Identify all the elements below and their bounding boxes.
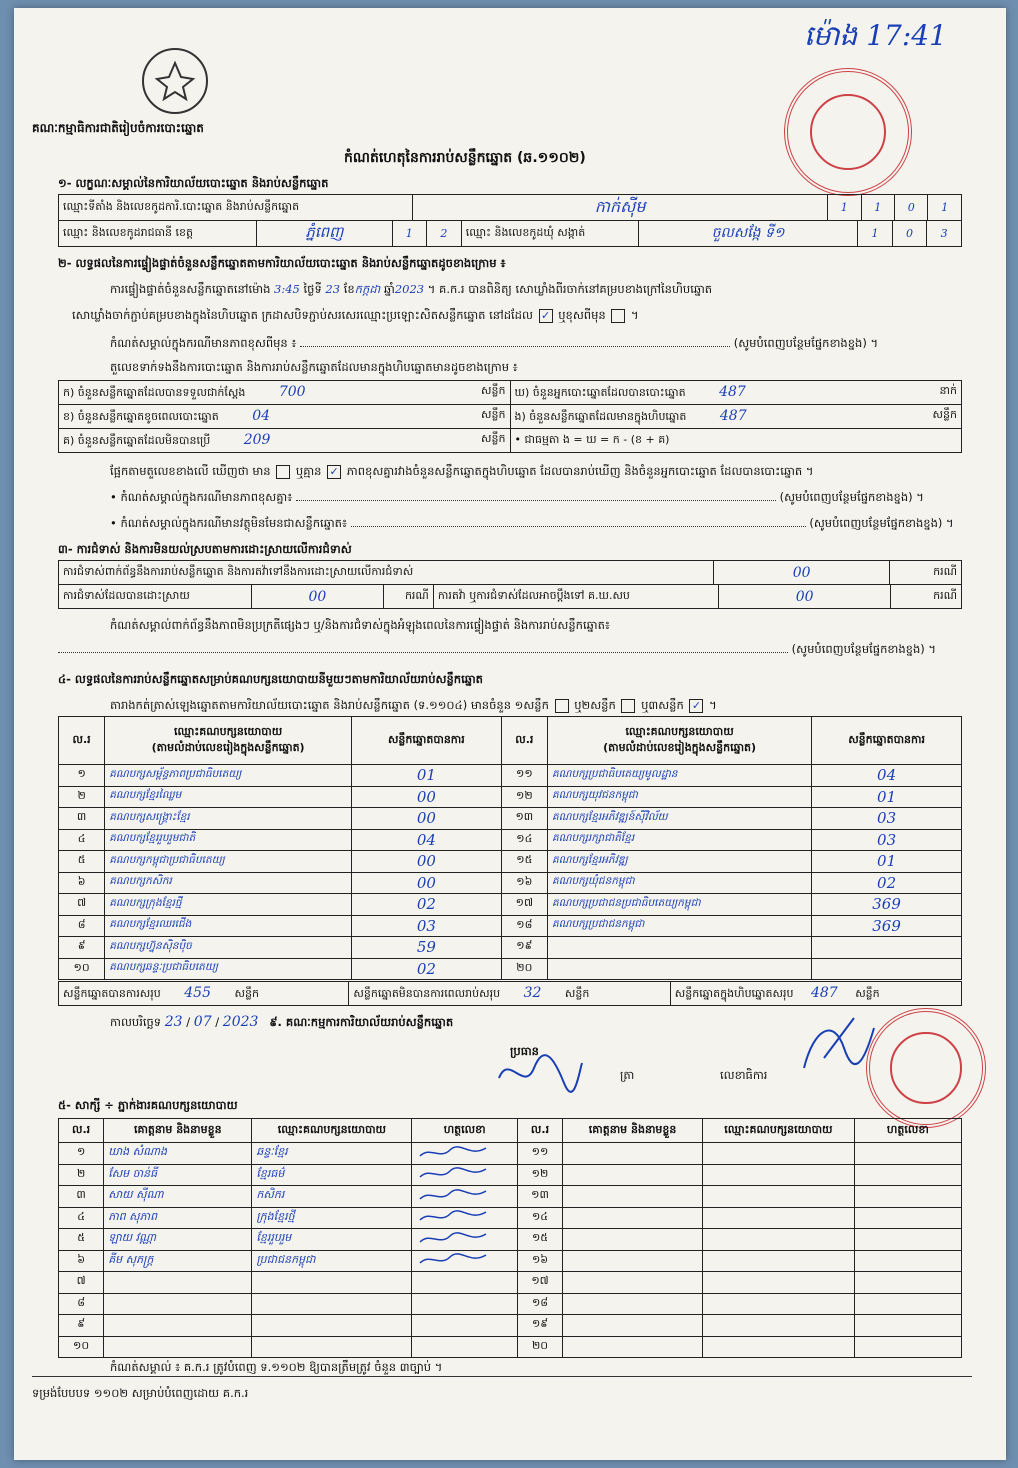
party-name: គណបក្សខ្មែររួបរួមជាតិ	[105, 829, 352, 851]
witness-number: ១០	[59, 1336, 104, 1358]
date-line: កាលបរិច្ឆេទ 23 / 07 / 2023 ៩. គណៈកម្មការការិយាល័យរាប់សន្លឹកឆ្នោត	[110, 1014, 454, 1030]
witness-name: សែម ចាន់ធី	[104, 1164, 252, 1186]
form-title: កំណត់ហេតុនៃការរាប់សន្លឹកឆ្នោត (ឆ.១១០២)	[344, 150, 586, 166]
party-name: គណបក្សឃុំជនកម្ពុជា	[547, 872, 811, 894]
party-name: គណបក្សសម្ព័ន្ធភាពប្រជាធិបតេយ្យ	[105, 765, 352, 787]
witness-name	[104, 1293, 252, 1315]
location-label: ឈ្មោះទីតាំង និងលេខកូដការិ.បោះឆ្នោត និងរាប់សន្លឹកឆ្នោត	[59, 195, 413, 221]
verification-line: ការផ្ទៀងផ្ទាត់ចំនួនសន្លឹកឆ្នោតនៅម៉ោង 3:45 ថ្ងៃទី 23 ខែកក្កដា ឆ្នាំ2023 ។ គ.ក.រ បានពិនិត្យ សោឃ្លាំងពីរចាក់នៅគម្របខាងក្រៅនៃហិបឆ្នោត	[110, 282, 713, 296]
party-votes: 00	[351, 808, 501, 830]
party-name: គណបក្សខ្មែរឈ្លៃម	[105, 786, 352, 808]
witness-number: ១៥	[517, 1229, 562, 1251]
witness-number: ១១	[517, 1143, 562, 1165]
figures-table: ក) ចំនួនសន្លឹកឆ្នោតដែលបានទទួលជាក់ស្តែង 700 សន្លឹក ឃ) ចំនួនអ្នកបោះឆ្នោតដែលបានបោះឆ្នោត 487 នាក់ ខ) ចំនួនសន្លឹកឆ្នោតខូចពេលបោះឆ្នោត 04 សន្លឹក ង) ចំនួនសន្លឹកឆ្នោតដែលមានក្នុងហិបឆ្នោត 487 សន្លឹក គ) ចំនួនសន្លឹកឆ្នោតដែលមិនបានប្រើ 209 សន្លឹក • ជាធម្មតា ង = ឃ = ក - (ខ + គ)	[58, 380, 962, 453]
changed-checkbox[interactable]	[611, 309, 625, 323]
party-name	[547, 958, 811, 980]
party-votes: 01	[812, 851, 962, 873]
witness-number: ៨	[59, 1293, 104, 1315]
witness-number: ១	[59, 1143, 104, 1165]
witness-row	[59, 1272, 962, 1294]
party-name: គណបក្សក្រុងខ្មែរថ្មី	[105, 894, 352, 916]
party-name: គណបក្សប្រជាជនប្រជាធិបតេយ្យកម្ពុជា	[547, 894, 811, 916]
commission-emblem	[142, 48, 208, 114]
party-votes: 00	[351, 872, 501, 894]
witness-number: ១២	[517, 1164, 562, 1186]
party-votes: 00	[351, 786, 501, 808]
section1-heading: ១- លក្ខណៈសម្គាល់នៃការិយាល័យបោះឆ្នោត និងរាប់សន្លឹកឆ្នោត	[58, 176, 329, 190]
witness-name: ភាព សុភាព	[104, 1207, 252, 1229]
party-number: ១៥	[501, 851, 547, 873]
witness-name	[563, 1336, 703, 1358]
witness-name	[563, 1143, 703, 1165]
unused-ballots: 209	[243, 431, 271, 448]
diff-note-line: • កំណត់សម្គាល់ក្នុងករណីមានភាពខុសគ្នា៖ (សូមបំពេញបន្ថែមផ្នែកខាងខ្នង) ។	[110, 490, 924, 504]
member-label: ត្រា	[620, 1068, 635, 1082]
party-votes: 03	[812, 808, 962, 830]
witness-number: ១៤	[517, 1207, 562, 1229]
witness-name	[563, 1315, 703, 1337]
witness-name	[563, 1293, 703, 1315]
party-number: ១១	[501, 765, 547, 787]
witness-party	[703, 1143, 855, 1165]
sheet-count-line: តារាងកត់ត្រាស់ឡេងឆ្នោតតាមការិយាល័យបោះឆ្នោត និងរាប់សន្លឹកឆ្នោត (ទ.១១០៤) មានចំនួន ១សន្លឹក ឬ២សន្លឹក ឬ៣សន្លឹក ✓ ។	[110, 698, 717, 712]
witness-name	[563, 1186, 703, 1208]
witness-party: កសិករ	[252, 1186, 412, 1208]
changed-note-line: កំណត់សម្គាល់ក្នុងករណីមានភាពខុសពីមុន ៖ (សូមបំពេញបន្ថែមផ្នែកខាងខ្នង) ។	[110, 336, 879, 350]
party-number: ១២	[501, 786, 547, 808]
witness-signature	[412, 1293, 518, 1315]
resolved-count: 00	[252, 585, 384, 609]
total-valid: 455	[184, 984, 211, 1001]
party-number: ៨	[59, 915, 105, 937]
no-diff-checkbox[interactable]: ✓	[327, 465, 341, 479]
irregularity-fill-line: (សូមបំពេញបន្ថែមផ្នែកខាងខ្នង) ។	[58, 642, 936, 659]
witness-signature	[412, 1186, 518, 1208]
chair-signature	[494, 1048, 584, 1098]
party-name: គណបក្សខ្មែរអភិវឌ្ឍន៍ស៊ីវិល័យ	[547, 808, 811, 830]
three-sheet-checkbox[interactable]: ✓	[689, 699, 703, 713]
form-sheet	[14, 8, 1006, 1460]
witness-party	[252, 1293, 412, 1315]
party-name: គណបក្សខ្មែរអភិវឌ្ឍ	[547, 851, 811, 873]
received-ballots: 700	[278, 383, 306, 400]
party-name: គណបក្សកសិករ	[105, 872, 352, 894]
witness-name: គីម សុភក្ត្រ	[104, 1250, 252, 1272]
witness-party: ក្រុងខ្មែរថ្មី	[252, 1207, 412, 1229]
form-reference: ទម្រង់បែបបទ ១១០២ សម្រាប់បំពេញដោយ គ.ក.រ	[32, 1386, 249, 1400]
party-name: គណបក្សយុវជនកម្ពុជា	[547, 786, 811, 808]
seal-line: សោឃ្លាំងចាក់ភ្ជាប់គម្របខាងក្នុងនៃហិបឆ្នោត ក្រដាសបិទភ្ជាប់សរសេរឈ្មោះប្រឡោះសិតសន្លឹកឆ្នោត នៅដដែល ✓ ឬខុសពីមុន ។	[72, 308, 639, 322]
party-number: ៦	[59, 872, 105, 894]
witness-number: ២០	[517, 1336, 562, 1358]
witness-signature	[854, 1315, 961, 1337]
result-row	[59, 937, 962, 959]
witness-number: ១៧	[517, 1272, 562, 1294]
witness-party: ខ្មែររួបរួម	[252, 1229, 412, 1251]
party-number: ៥	[59, 851, 105, 873]
ballots-in-box: 487	[719, 407, 747, 424]
witness-number: ៦	[59, 1250, 104, 1272]
section3-heading: ៣- ការជំទាស់ និងការមិនយល់ស្របតាមការដោះស្រាយលើការជំទាស់	[58, 542, 352, 556]
witness-number: ៣	[59, 1186, 104, 1208]
witness-name	[563, 1207, 703, 1229]
section5-heading: ៥- សាក្សី ÷ ភ្នាក់ងារគណបក្សនយោបាយ	[58, 1098, 238, 1112]
party-number: ៩	[59, 937, 105, 959]
witness-number: ៩	[59, 1315, 104, 1337]
party-votes: 02	[812, 872, 962, 894]
witness-row	[59, 1186, 962, 1208]
witness-party	[703, 1293, 855, 1315]
party-votes: 59	[351, 937, 501, 959]
witness-name	[563, 1250, 703, 1272]
witness-signature	[412, 1143, 518, 1165]
witness-party	[252, 1336, 412, 1358]
witness-name	[563, 1164, 703, 1186]
figures-intro: តួលេខទាក់ទងនឹងការបោះឆ្នោត និងការរាប់សន្លឹកឆ្នោតដែលមានក្នុងហិបឆ្នោតមានដូចខាងក្រោម ៖	[110, 360, 518, 374]
time-annotation: ម៉ោង 17:41	[804, 19, 947, 52]
compare-line: ផ្អែកតាមតួលេខខាងលើ ឃើញថា មាន ឬគ្មាន ✓ ភាពខុសគ្នារវាងចំនួនសន្លឹកឆ្នោតក្នុងហិបឆ្នោត ដែលបានរាប់ឃើញ និងចំនួនអ្នកបោះឆ្នោត ដែលបានបោះឆ្នោត ។	[110, 464, 814, 478]
party-number: ២០	[501, 958, 547, 980]
witness-signature	[854, 1186, 961, 1208]
result-row	[59, 851, 962, 873]
party-name: គណបក្សប្រជាធិបតេយ្យមូលដ្ឋាន	[547, 765, 811, 787]
province-value: ភ្នំពេញ	[257, 221, 392, 247]
witness-party: ឆន្ទៈខ្មែរ	[252, 1143, 412, 1165]
witness-party	[703, 1229, 855, 1251]
witness-number: ៧	[59, 1272, 104, 1294]
witness-row	[59, 1336, 962, 1358]
witness-signature	[854, 1207, 961, 1229]
party-name: គណបក្សសង្គ្រោះខ្មែរ	[105, 808, 352, 830]
objections-table-row2: ការជំទាស់ដែលបានដោះស្រាយ 00 ករណី ការតវ៉ា ឬការជំទាស់ដែលអាចប្តឹងទៅ គ.ឃ.សប 00 ករណី	[58, 584, 962, 609]
party-number: ១០	[59, 958, 105, 980]
party-votes: 04	[351, 829, 501, 851]
witness-name	[104, 1272, 252, 1294]
secretary-label: លេខាធិការ	[720, 1068, 768, 1082]
party-name: គណបក្សឆន្ទៈប្រជាធិបតេយ្យ	[105, 958, 352, 980]
appeal-count: 00	[718, 585, 891, 609]
witness-party	[703, 1186, 855, 1208]
party-votes: 00	[351, 851, 501, 873]
party-number: ១៤	[501, 829, 547, 851]
party-number: ១៣	[501, 808, 547, 830]
section2-heading: ២- លទ្ធផលនៃការផ្ទៀងផ្ទាត់ចំនួនសន្លឹកឆ្នោតតាមការិយាល័យបោះឆ្នោត និងរាប់សន្លឹកឆ្នោតដូចខាងក្រោម ៖	[58, 256, 506, 270]
witness-signature	[412, 1164, 518, 1186]
witness-party	[703, 1315, 855, 1337]
witness-party: ប្រជាជនកម្ពុជា	[252, 1250, 412, 1272]
witness-row	[59, 1293, 962, 1315]
party-votes: 01	[351, 765, 501, 787]
party-name: គណបក្សប្រជាជនកម្ពុជា	[547, 915, 811, 937]
witness-name: ឡាយ វណ្ណា	[104, 1229, 252, 1251]
official-stamp-bottom	[866, 1008, 986, 1128]
witness-signature	[854, 1164, 961, 1186]
location-value: កាក់ស៊ីម	[413, 195, 828, 221]
witness-name	[104, 1336, 252, 1358]
total-in-box: 487	[810, 984, 838, 1001]
totals-table: សន្លឹកឆ្នោតបានការសរុប 455 សន្លឹក សន្លឹកឆ្នោតមិនបានការពេលរាប់សរុប 32 សន្លឹក សន្លឹកឆ្នោតក្នុងហិបឆ្នោតសរុប 487 សន្លឹក	[58, 981, 962, 1006]
witness-number: ១៣	[517, 1186, 562, 1208]
witness-signature	[854, 1293, 961, 1315]
witness-signature	[412, 1229, 518, 1251]
witness-signature	[412, 1207, 518, 1229]
witness-name	[563, 1229, 703, 1251]
party-votes: 369	[812, 894, 962, 916]
party-votes: 01	[812, 786, 962, 808]
witness-party	[703, 1164, 855, 1186]
party-votes	[812, 958, 962, 980]
has-diff-checkbox[interactable]	[276, 465, 290, 479]
section4-heading: ៤- លទ្ធផលនៃការរាប់សន្លឹកឆ្នោតសម្រាប់គណបក្សនយោបាយនីមួយៗតាមការិយាល័យរាប់សន្លឹកឆ្នោត	[58, 672, 483, 686]
irregularity-note: កំណត់សម្គាល់ពាក់ព័ន្ធនឹងភាពមិនប្រក្រតីផ្សេងៗ ឬ/និងការជំទាស់ក្នុងអំឡុងពេលនៃការផ្ទៀងផ្ទាត់ និងការរាប់សន្លឹកឆ្នោត៖	[110, 618, 610, 632]
result-row	[59, 786, 962, 808]
party-votes: 369	[812, 915, 962, 937]
commission-name: គណៈកម្មាធិការជាតិរៀបចំការបោះឆ្នោត	[32, 121, 204, 135]
witness-number: ៥	[59, 1229, 104, 1251]
party-name: គណបក្សហ្វ៊ុនស៊ិនប៉ិច	[105, 937, 352, 959]
witness-row	[59, 1164, 962, 1186]
results-table: ល.រ ឈ្មោះគណបក្សនយោបាយ (តាមលំដាប់លេខរៀងក្នុងសន្លឹកឆ្នោត) សន្លឹកឆ្នោតបានការ ល.រ ឈ្មោះគណបក្សនយោបាយ (តាមលំដាប់លេខរៀងក្នុងសន្លឹកឆ្នោត) សន្លឹកឆ្នោតបានការ ១ គណបក្សសម្ព័ន្ធភាពប្រជាធិបតេយ្យ 01 ១១ គណបក្សប្រជាធិបតេយ្យមូលដ្ឋាន 04 ២ គណបក្សខ្មែរឈ្លៃម 00 ១២ គណបក្សយុវជនកម្ពុជា 01 ៣ គណបក្សសង្គ្រោះខ្មែរ 00 ១៣ គណបក្សខ្មែរអភិវឌ្ឍន៍ស៊ីវិល័យ 03 ៤ គណបក្សខ្មែររួបរួមជាតិ 04 ១៤ គណបក្សរក្សាជាតិខ្មែរ 03 ៥ គណបក្សកម្ពុជាប្រជាធិបតេយ្យ 00 ១៥ គណបក្សខ្មែរអភិវឌ្ឍ 01 ៦ គណបក្សកសិករ 00 ១៦ គណបក្សឃុំជនកម្ពុជា 02 ៧ គណបក្សក្រុងខ្មែរថ្មី 02 ១៧ គណបក្សប្រជាជនប្រជាធិបតេយ្យកម្ពុជា 369 ៨ គណបក្សខ្មែរឈរជើង 03 ១៨ គណបក្សប្រជាជនកម្ពុជា 369 ៩ គណបក្សហ្វ៊ុនស៊ិនប៉ិច 59 ១៩ ១០ គណបក្សឆន្ទៈប្រជាធិបតេយ្យ 02 ២០	[58, 716, 962, 980]
two-sheet-checkbox[interactable]	[621, 699, 635, 713]
witness-signature	[854, 1229, 961, 1251]
party-number: ១៩	[501, 937, 547, 959]
witness-name	[104, 1315, 252, 1337]
witness-signature	[854, 1336, 961, 1358]
witness-signature	[412, 1315, 518, 1337]
result-row	[59, 915, 962, 937]
party-number: ១	[59, 765, 105, 787]
witness-name: សាយ ស៊ីណា	[104, 1186, 252, 1208]
object-note-line: • កំណត់សម្គាល់ក្នុងករណីមានវត្ថុមិនមែនជាសន្លឹកឆ្នោត៖ (សូមបំពេញបន្ថែមផ្នែកខាងខ្នង) ។	[110, 516, 954, 530]
witness-party	[252, 1315, 412, 1337]
party-votes: 02	[351, 958, 501, 980]
witness-number: ៤	[59, 1207, 104, 1229]
witness-party: ខ្មែរធម៌	[252, 1164, 412, 1186]
same-checkbox[interactable]: ✓	[539, 309, 553, 323]
witness-name: ឃាង សំណាង	[104, 1143, 252, 1165]
voters-count: 487	[719, 383, 746, 400]
witness-row	[59, 1143, 962, 1165]
witness-signature	[412, 1250, 518, 1272]
witness-row	[59, 1250, 962, 1272]
witness-number: ១៨	[517, 1293, 562, 1315]
footer-note: កំណត់សម្គាល់ ៖ គ.ក.រ ត្រូវបំពេញ ទ.១១០២ ឱ្យបានត្រឹមត្រូវ ចំនួន ៣ច្បាប់ ។	[110, 1360, 443, 1374]
witness-row	[59, 1229, 962, 1251]
result-row	[59, 894, 962, 916]
witness-signature	[412, 1272, 518, 1294]
witness-signature	[854, 1250, 961, 1272]
witness-number: ២	[59, 1164, 104, 1186]
witness-signature	[854, 1272, 961, 1294]
witness-party	[252, 1272, 412, 1294]
result-row	[59, 829, 962, 851]
party-number: ១៨	[501, 915, 547, 937]
witness-party	[703, 1336, 855, 1358]
one-sheet-checkbox[interactable]	[555, 699, 569, 713]
witness-signature	[412, 1336, 518, 1358]
objections-table: ការជំទាស់ពាក់ព័ន្ធនឹងការរាប់សន្លឹកឆ្នោត និងការតវ៉ាទៅនឹងការដោះស្រាយលើការជំទាស់ 00 ករណី	[58, 560, 962, 585]
witness-party	[703, 1250, 855, 1272]
official-stamp-top	[784, 68, 912, 196]
result-row	[59, 765, 962, 787]
objections-count: 00	[714, 561, 890, 585]
witness-party	[703, 1207, 855, 1229]
party-number: ៣	[59, 808, 105, 830]
party-votes: 04	[812, 765, 962, 787]
total-invalid: 32	[523, 984, 542, 1001]
party-votes: 03	[351, 915, 501, 937]
party-number: ២	[59, 786, 105, 808]
witness-name	[563, 1272, 703, 1294]
witness-table: ល.រ គោត្តនាម និងនាមខ្លួន ឈ្មោះគណបក្សនយោបាយ ហត្ថលេខា ល.រ គោត្តនាម និងនាមខ្លួន ឈ្មោះគណបក្សនយោបាយ ហត្ថលេខា ១ ឃាង សំណាង ឆន្ទៈខ្មែរ ១១ ២ សែម ចាន់ធី ខ្មែរធម៌ ១២ ៣ សាយ ស៊ីណា កសិករ ១៣ ៤ ភាព សុភាព ក្រុងខ្មែរថ្មី ១៤ ៥ ឡាយ វណ្ណា ខ្មែររួបរួម ១៥ ៦ គីម សុភក្ត្រ ប្រជាជនកម្ពុជា ១៦ ៧ ១៧ ៨ ១៨ ៩ ១៩ ១០ ២០	[58, 1118, 962, 1358]
section1-table-row2: ឈ្មោះ និងលេខកូដរាជធានី ខេត្ត ភ្នំពេញ 1 2 ឈ្មោះ និងលេខកូដឃុំ សង្កាត់ ចួលសង្កែ ទី១ 1 0 3	[58, 220, 962, 247]
result-row	[59, 872, 962, 894]
witness-row	[59, 1207, 962, 1229]
party-votes: 03	[812, 829, 962, 851]
section1-table: ឈ្មោះទីតាំង និងលេខកូដការិ.បោះឆ្នោត និងរាប់សន្លឹកឆ្នោត កាក់ស៊ីម 1 1 0 1	[58, 194, 962, 221]
party-number: ៤	[59, 829, 105, 851]
witness-signature	[854, 1143, 961, 1165]
result-row	[59, 808, 962, 830]
party-name	[547, 937, 811, 959]
party-name: គណបក្សរក្សាជាតិខ្មែរ	[547, 829, 811, 851]
party-number: ៧	[59, 894, 105, 916]
witness-row	[59, 1315, 962, 1337]
result-row	[59, 958, 962, 980]
party-number: ១៧	[501, 894, 547, 916]
witness-number: ១៩	[517, 1315, 562, 1337]
party-number: ១៦	[501, 872, 547, 894]
spoiled-ballots: 04	[252, 407, 271, 424]
commune-value: ចួលសង្កែ ទី១	[638, 221, 857, 247]
witness-number: ១៦	[517, 1250, 562, 1272]
chair-label: ប្រធាន	[510, 1044, 539, 1058]
party-name: គណបក្សខ្មែរឈរជើង	[105, 915, 352, 937]
witness-party	[703, 1272, 855, 1294]
party-votes: 02	[351, 894, 501, 916]
party-name: គណបក្សកម្ពុជាប្រជាធិបតេយ្យ	[105, 851, 352, 873]
party-votes	[812, 937, 962, 959]
